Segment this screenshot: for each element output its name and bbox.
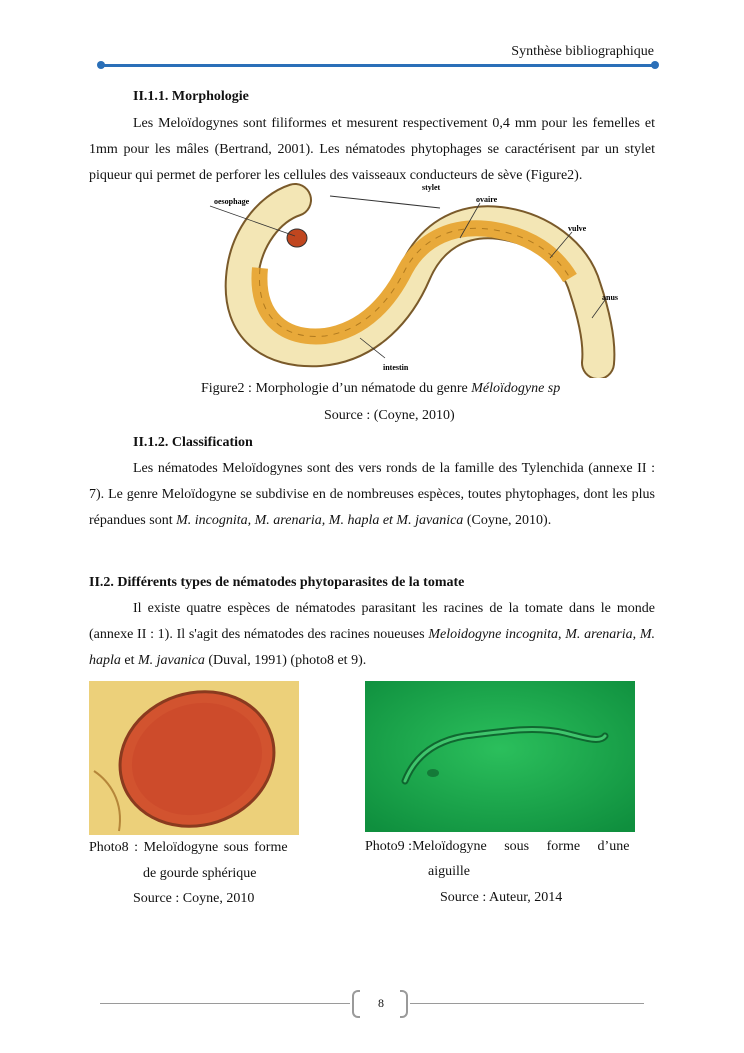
page-number: 8 [378,996,384,1010]
photo9-source: Source : Auteur, 2014 [440,890,563,905]
figure2-nematode-diagram [200,178,640,378]
label-intestin: intestin [383,363,409,372]
classification-text-2: (Coyne, 2010). [463,513,552,528]
label-stylet: stylet [422,183,441,192]
paragraph-classification [89,456,655,534]
paragraph-morphologie: Les Meloïdogynes sont filiformes et mesurent respectivement 0,4 mm pour les femelles et 1mm pour les mâles (Bertrand, 2001). Les nématodes phytophages se caractérisent par un stylet piqueur qui permet de perforer les cellules des vaisseaux conducteurs de sève (Figure2). [89,116,655,183]
species-incognita: Meloidogyne incognita [428,627,559,642]
figure2-caption-text: Figure2 : Morphologie d’un nématode du genre [201,381,472,396]
label-ovaire: ovaire [476,195,498,204]
types-text-2: , [558,627,566,642]
photo9-caption-line1: Photo9 :Meloïdogyne sous forme d’une [365,839,630,854]
types-text-5: (Duval, 1991) (photo8 et 9). [204,653,367,668]
footer-rule-left [100,1003,350,1004]
photo9-caption-line2: aiguille [428,864,470,879]
paragraph-types-nematodes [89,596,655,674]
label-anus: anus [602,293,619,302]
heading-types-nematodes: II.2. Différents types de nématodes phytoparasites de la tomate [89,575,465,590]
photo8-caption-line1: Photo8 : Meloïdogyne sous forme [89,840,288,855]
header-rule [100,64,656,67]
species-arenaria: M. arenaria [565,627,633,642]
label-oesophage: oesophage [214,197,250,206]
footer-rule-right [410,1003,644,1004]
photo9-image [365,681,635,832]
header-rule-dot-left [97,61,105,69]
heading-classification: II.1.2. Classification [133,435,253,450]
photo8-image [89,681,299,835]
figure2-caption-genus: Méloïdogyne sp [471,381,561,396]
header-rule-dot-right [651,61,659,69]
types-text-1: Il existe quatre espèces de nématodes parasitant les racines de la tomate dans le monde (annexe II : 1). Il s'agit des nématodes des racines noueuses [89,601,655,642]
figure2-source: Source : (Coyne, 2010) [324,408,455,423]
species-javanica: M. javanica [138,653,205,668]
classification-text-1: Les nématodes Meloïdogynes sont des vers ronds de la famille des Tylenchida (annexe II : 7). Le genre Meloïdogyne se subdivise en de nombreuses espèces, toutes phytophages, dont les plus répandues sont [89,461,655,528]
photo8-caption-line2: de gourde sphérique [143,866,257,881]
figure2-caption [201,381,560,397]
species-hapla: M. hapla [89,627,656,668]
running-header: Synthèse bibliographique [511,44,654,59]
types-text-3: , [632,627,640,642]
label-vulve: vulve [568,224,587,233]
heading-morphologie: II.1.1. Morphologie [133,89,249,104]
photo8-source: Source : Coyne, 2010 [133,891,255,906]
classification-species: M. incognita, M. arenaria, M. hapla et M. javanica [176,513,464,528]
types-text-4: et [120,653,138,668]
